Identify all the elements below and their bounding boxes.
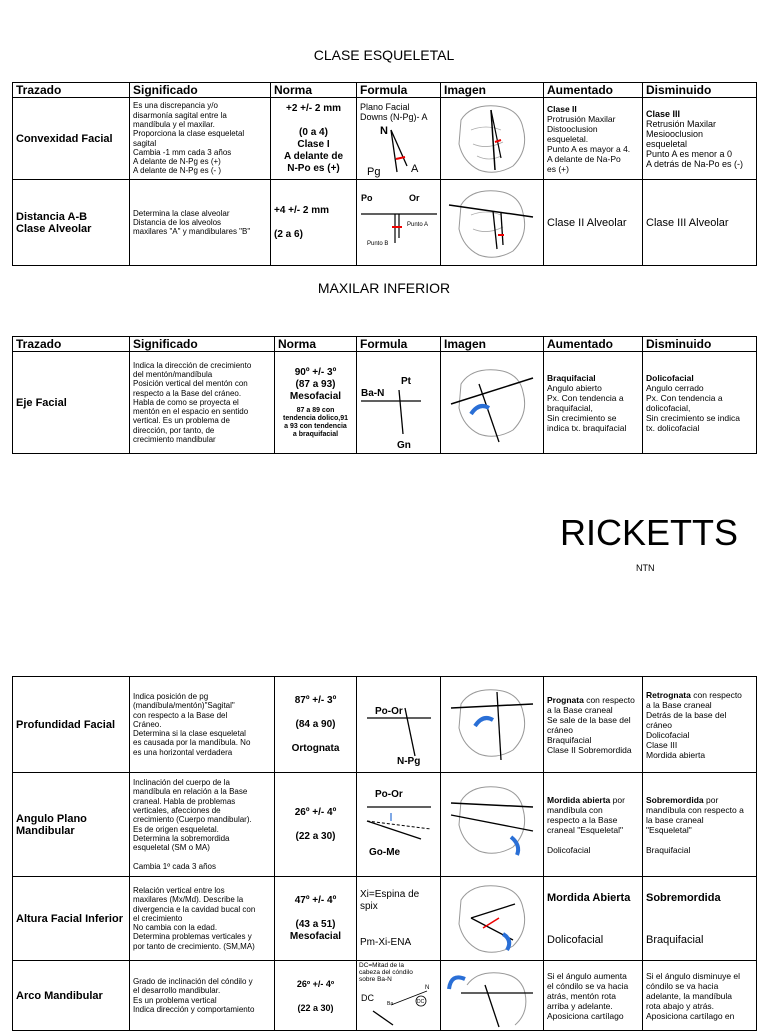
- disminuido-cell: [643, 677, 757, 773]
- disminuido-bold: Retrognata: [646, 689, 691, 700]
- disminuido-bold: Sobremordida: [646, 891, 721, 904]
- header-imagen: Imagen: [441, 337, 544, 352]
- header-trazado: Trazado: [13, 337, 130, 352]
- disminuido-text: por mandíbula con respecto a la base craneal "Esqueletal" Braquifacial: [646, 794, 744, 855]
- disminuido-cell: [643, 352, 757, 454]
- disminuido-cell: [643, 773, 757, 877]
- label-po-or: Po-Or: [375, 788, 403, 800]
- disminuido-cell: Si el ángulo disminuye el cóndilo se va hacia adelante, la mandíbula rota abajo y atrás. Aposiciona cartílago en: [643, 961, 757, 1031]
- image-cell: [441, 180, 544, 266]
- disminuido-bold: Clase III: [646, 108, 681, 119]
- cephalogram-image: [441, 354, 541, 452]
- formula-diagram: [357, 983, 441, 1027]
- norma-cell: 47º +/- 4º (43 a 51) Mesofacial: [275, 877, 357, 961]
- norma-cell: 26º +/- 4º (22 a 30): [275, 773, 357, 877]
- header-trazado: Trazado: [13, 83, 130, 98]
- trazado-cell: Convexidad Facial: [13, 98, 130, 180]
- aumentado-text: con respecto a la Base craneal Se sale de la base del cráneo Braquifacial Clase II Sobremordida: [547, 694, 635, 755]
- image-cell: [441, 677, 544, 773]
- table-row: [13, 961, 757, 1031]
- formula-cell: Xi=Espina de spix Pm-Xi-ENA: [357, 877, 441, 961]
- cephalogram-image: [441, 963, 541, 1029]
- aumentado-cell: [544, 773, 643, 877]
- label-pg: Pg: [367, 165, 381, 178]
- image-cell: [441, 98, 544, 180]
- aumentado-text: por mandíbula con respecto a la Base craneal "Esqueletal" Dolicofacial: [547, 794, 625, 855]
- disminuido-text: con respecto a la Base craneal Detrás de la base del cráneo Dolicofacial Clase III Mordida abierta: [646, 689, 742, 760]
- aumentado-bold: Mordida abierta: [547, 794, 611, 805]
- aumentado-bold: Mordida Abierta: [547, 891, 631, 904]
- label-po: Po: [361, 192, 373, 203]
- aumentado-text: Protrusión Maxilar Distooclusion esqueletal. Punto A es mayor a 4. A delante de Na-Po es (+): [547, 113, 631, 174]
- norma-small-text: 87 a 89 con tendencia dolico,91 a 93 con tendencia a braquifacial: [283, 406, 348, 438]
- title-ricketts: RICKETTS: [560, 512, 739, 553]
- aumentado-cell: [544, 352, 643, 454]
- table-header-row: [13, 83, 757, 98]
- subtitle-ntn: NTN: [636, 563, 655, 573]
- aumentado-cell: [544, 877, 643, 961]
- formula-text: Plano Facial Downs (N-Pg)- A: [360, 101, 428, 122]
- header-aumentado: Aumentado: [544, 83, 643, 98]
- label-n: N: [425, 985, 430, 991]
- title-maxilar-inferior: MAXILAR INFERIOR: [317, 280, 451, 296]
- disminuido-text: Retrusión Maxilar Mesiooclusion esqueletal Punto A es menor a 0 A detrás de Na-Po es (-): [646, 118, 744, 169]
- label-po-or: Po-Or: [375, 705, 403, 717]
- aumentado-bold: Prognata: [547, 694, 584, 705]
- label-punto-b: Punto B: [367, 240, 389, 247]
- cephalogram-image: [441, 183, 541, 263]
- image-cell: [441, 961, 544, 1031]
- significado-cell: Relación vertical entre los maxilares (Mx/Md). Describe la divergencia e la cavidad bucal con el crecimiento No cambia con la edad. Determina problemas verticales y por tanto de crecimiento. (SM,MA): [130, 877, 275, 961]
- label-gn: Gn: [397, 439, 411, 451]
- trazado-cell: Arco Mandibular: [13, 961, 130, 1031]
- aumentado-cell: Clase II Alveolar: [544, 180, 643, 266]
- table-row: [13, 98, 757, 180]
- aumentado-cell: [544, 98, 643, 180]
- table-row: [13, 677, 757, 773]
- formula-cell: [357, 677, 441, 773]
- disminuido-text: Angulo cerrado Px. Con tendencia a dolicofacial, Sin crecimiento se indica tx. dolicofacial: [646, 382, 741, 433]
- formula-diagram: [357, 775, 441, 875]
- formula-cell: [357, 961, 441, 1031]
- disminuido-cell: [643, 877, 757, 961]
- label-go-me: Go-Me: [369, 846, 401, 858]
- header-imagen: Imagen: [441, 83, 544, 98]
- formula-cell: [357, 352, 441, 454]
- header-formula: Formula: [357, 337, 441, 352]
- header-disminuido: Disminuido: [643, 337, 757, 352]
- image-cell: [441, 773, 544, 877]
- trazado-cell: Profundidad Facial: [13, 677, 130, 773]
- table-row: [13, 352, 757, 454]
- significado-cell: Grado de inclinación del cóndilo y el desarrollo mandibular. Es un problema vertical Indica dirección y comportamiento: [130, 961, 275, 1031]
- trazado-cell: Altura Facial Inferior: [13, 877, 130, 961]
- formula-diagram: [357, 122, 441, 178]
- header-aumentado: Aumentado: [544, 337, 643, 352]
- table-row: [13, 877, 757, 961]
- norma-cell: [275, 352, 357, 454]
- aumentado-bold: Braquifacial: [547, 372, 596, 383]
- trazado-cell: Distancia A-B Clase Alveolar: [13, 180, 130, 266]
- norma-cell: +2 +/- 2 mm (0 a 4) Clase I A delante de N-Po es (+): [271, 98, 357, 180]
- aumentado-bold: Clase II: [547, 103, 577, 114]
- disminuido-cell: [643, 98, 757, 180]
- table-row: [13, 180, 757, 266]
- norma-text: 90º +/- 3º (87 a 93) Mesofacial: [289, 366, 342, 402]
- disminuido-text: Braquifacial: [646, 933, 704, 946]
- formula-diagram: [357, 678, 441, 772]
- header-disminuido: Disminuido: [643, 83, 757, 98]
- formula-diagram: [357, 354, 441, 452]
- cephalogram-image: [441, 775, 541, 875]
- disminuido-cell: Clase III Alveolar: [643, 180, 757, 266]
- norma-cell: 26º +/- 4º (22 a 30): [275, 961, 357, 1031]
- title-clase-esqueletal: CLASE ESQUELETAL: [313, 47, 455, 63]
- formula-cell: [357, 773, 441, 877]
- significado-cell: Es una discrepancia y/o disarmonía sagital entre la mandíbula y el maxilar. Proporciona la clase esqueletal sagital Cambia -1 mm cada 3 años A delante de N-Pg es (+) A delante de N-Pg es (- ): [130, 98, 271, 180]
- image-cell: [441, 352, 544, 454]
- norma-cell: +4 +/- 2 mm (2 a 6): [271, 180, 357, 266]
- label-ba: Ba: [387, 1001, 394, 1007]
- aumentado-text: Angulo abierto Px. Con tendencia a braquifacial, Sin crecimiento se indica tx. braquifacial: [547, 382, 627, 433]
- header-formula: Formula: [357, 83, 441, 98]
- aumentado-cell: [544, 677, 643, 773]
- cephalogram-image: [441, 678, 541, 772]
- label-n: N: [380, 124, 388, 137]
- table-clase-esqueletal: [12, 82, 757, 266]
- header-norma: Norma: [275, 337, 357, 352]
- aumentado-cell: Si el ángulo aumenta el cóndilo se va hacia atrás, mentón rota arriba y adelante. Aposicionа cartílago: [544, 961, 643, 1031]
- table-maxilar-inferior: [12, 336, 757, 454]
- label-dc: DC: [361, 993, 374, 1003]
- label-punto-a: Punto A: [407, 221, 429, 228]
- label-dc-2: DC: [417, 999, 425, 1005]
- label-n-pg: N-Pg: [397, 755, 421, 767]
- disminuido-bold: Dolicofacial: [646, 372, 694, 383]
- disminuido-bold: Sobremordida: [646, 794, 704, 805]
- label-ba-n: Ba-N: [361, 387, 385, 399]
- trazado-cell: Eje Facial: [13, 352, 130, 454]
- significado-cell: Indica posición de pg (mandíbula/mentón)"Sagital" con respecto a la Base del Cráneo. Determina si la clase esqueletal es causada por la mandíbula. No es una horizontal verdadera: [130, 677, 275, 773]
- formula-cell: [357, 98, 441, 180]
- significado-cell: Indica la dirección de crecimiento del mentón/mandíbula Posición vertical del mentón con respecto a la Base del cráneo. Habla de como se proyecta el mentón en el espacio en sentido vertical. Es un problema de dirección, por tanto, de crecimiento mandibular: [130, 352, 275, 454]
- label-a: A: [411, 162, 419, 175]
- header-significado: Significado: [130, 83, 271, 98]
- image-cell: [441, 877, 544, 961]
- formula-diagram: [357, 183, 441, 263]
- label-or: Or: [409, 192, 420, 203]
- formula-cell: [357, 180, 441, 266]
- table-header-row: [13, 337, 757, 352]
- table-row: [13, 773, 757, 877]
- trazado-cell: Angulo Plano Mandibular: [13, 773, 130, 877]
- header-norma: Norma: [271, 83, 357, 98]
- aumentado-text: Dolicofacial: [547, 933, 604, 946]
- cephalogram-image: [441, 100, 541, 178]
- header-significado: Significado: [130, 337, 275, 352]
- table-ricketts: [12, 676, 757, 1031]
- significado-cell: Inclinación del cuerpo de la mandíbula en relación a la Base craneal. Habla de problemas verticales, afecciones de crecimiento (Cuerpo mandibular). Es de origen esqueletal. Determina la sobremordida esqueletal (SM o MA) Cambia 1º cada 3 años: [130, 773, 275, 877]
- formula-text: DC=Mitad de la cabeza del cóndilo sobre Ba-N: [359, 962, 413, 983]
- cephalogram-image: [441, 878, 541, 960]
- label-pt: Pt: [401, 375, 411, 387]
- significado-cell: Determina la clase alveolar Distancia de los alveolos maxilares "A" y mandibulares "B": [130, 180, 271, 266]
- norma-cell: 87º +/- 3º (84 a 90) Ortognata: [275, 677, 357, 773]
